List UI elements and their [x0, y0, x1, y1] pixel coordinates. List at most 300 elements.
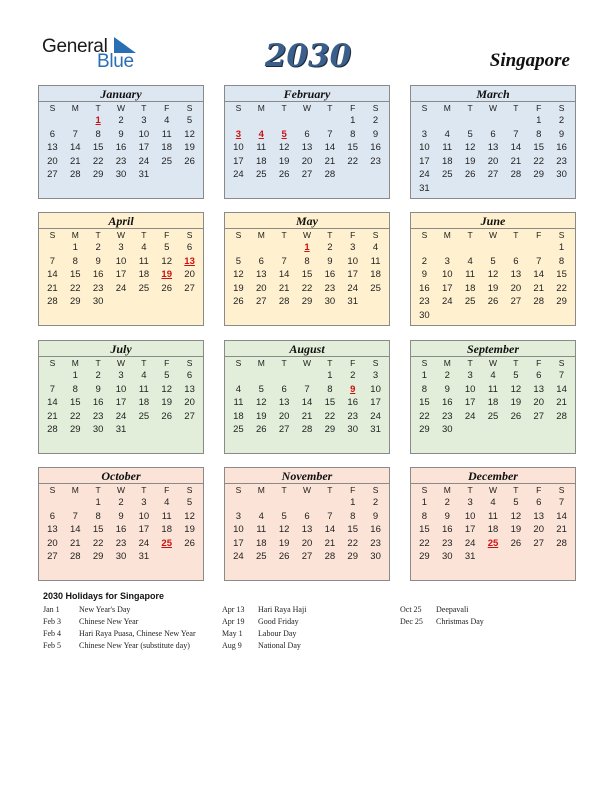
day-grid — [39, 484, 203, 564]
weekday-header: M — [257, 230, 265, 240]
day-cell: 2 — [372, 115, 379, 126]
day-cell: 15 — [556, 269, 567, 280]
day-cell: 18 — [487, 397, 499, 408]
day-cell: 12 — [278, 142, 290, 153]
day-cell: 18 — [161, 142, 172, 153]
day-cell: 24 — [138, 537, 150, 549]
day-cell: 28 — [556, 537, 567, 549]
day-cell: 7 — [513, 128, 519, 140]
weekday-header: S — [235, 485, 242, 495]
day-cell: 30 — [556, 169, 567, 180]
weekday-header: M — [443, 103, 451, 113]
day-cell: 16 — [324, 269, 336, 280]
day-cell: 19 — [184, 524, 195, 535]
day-cell: 19 — [255, 410, 267, 422]
day-cell: 13 — [533, 383, 544, 395]
weekday-header: M — [71, 230, 79, 240]
empty-cell — [41, 114, 64, 128]
day-cell: 19 — [278, 537, 290, 549]
day-cell: 23 — [324, 282, 336, 294]
day-cell: 31 — [115, 424, 127, 435]
day-cell: 8 — [72, 255, 78, 267]
day-cell: 4 — [235, 383, 242, 395]
day-cell: 8 — [350, 510, 356, 522]
weekday-header: F — [164, 230, 170, 240]
holiday-name: Hari Raya Haji — [258, 605, 307, 614]
day-cell: 20 — [47, 155, 58, 167]
empty-cell — [459, 114, 482, 128]
holiday-day-cell: 4 — [258, 128, 264, 140]
day-cell: 19 — [161, 397, 172, 408]
day-cell: 21 — [69, 155, 81, 167]
day-cell: 16 — [370, 524, 381, 535]
day-cell: 21 — [69, 537, 81, 549]
weekday-header: T — [327, 485, 333, 495]
weekday-header: S — [558, 230, 565, 240]
day-cell: 7 — [281, 255, 287, 267]
day-cell: 14 — [301, 397, 313, 408]
day-cell: 21 — [556, 397, 567, 408]
day-cell: 15 — [92, 142, 104, 153]
day-cell: 30 — [419, 309, 430, 321]
day-cell: 6 — [49, 128, 56, 140]
empty-cell — [296, 114, 319, 128]
weekday-header: T — [327, 230, 333, 240]
day-cell: 13 — [301, 524, 313, 535]
weekday-header: W — [488, 485, 497, 495]
empty-cell — [482, 114, 505, 128]
day-cell: 28 — [324, 551, 336, 562]
day-cell: 19 — [487, 282, 499, 294]
day-cell: 26 — [184, 155, 195, 167]
day-cell: 3 — [467, 497, 473, 508]
day-cell: 11 — [256, 142, 267, 153]
day-cell: 20 — [510, 282, 522, 294]
day-cell: 3 — [141, 497, 147, 508]
day-cell: 28 — [556, 410, 567, 422]
day-cell: 21 — [324, 155, 336, 167]
day-cell: 17 — [138, 524, 150, 535]
logo-blue-text: Blue — [97, 51, 134, 72]
day-cell: 23 — [370, 537, 381, 549]
day-cell: 19 — [184, 142, 195, 153]
day-cell: 29 — [347, 551, 358, 562]
holiday-item — [43, 629, 196, 641]
day-cell: 26 — [255, 424, 267, 435]
empty-cell — [273, 241, 296, 255]
day-cell: 25 — [441, 169, 453, 180]
day-cell: 18 — [138, 397, 150, 408]
day-cell: 23 — [441, 410, 453, 422]
day-cell: 6 — [49, 510, 56, 522]
day-cell: 30 — [370, 551, 381, 562]
day-cell: 22 — [92, 155, 104, 167]
day-cell: 16 — [347, 397, 358, 408]
day-cell: 6 — [536, 497, 542, 508]
day-cell: 11 — [138, 383, 149, 395]
day-cell: 10 — [115, 383, 127, 395]
weekday-header: T — [513, 103, 519, 113]
day-cell: 6 — [186, 242, 193, 253]
day-cell: 10 — [115, 255, 127, 267]
holiday-date: Feb 4 — [43, 629, 61, 638]
day-cell: 8 — [350, 128, 356, 140]
day-cell: 13 — [533, 510, 544, 522]
holiday-name: Chinese New Year (substitute day) — [79, 641, 190, 650]
day-cell: 17 — [441, 282, 453, 294]
weekday-header: W — [488, 103, 497, 113]
month-title: November — [225, 468, 389, 484]
day-grid — [411, 102, 575, 195]
day-cell: 2 — [327, 242, 333, 253]
day-cell: 24 — [441, 296, 453, 307]
day-cell: 7 — [327, 510, 333, 522]
weekday-header: T — [513, 358, 519, 368]
empty-cell — [504, 241, 527, 255]
weekday-header: S — [558, 485, 565, 495]
holiday-date: Feb 5 — [43, 641, 61, 650]
day-cell: 21 — [47, 410, 58, 422]
weekday-header: S — [421, 230, 428, 240]
day-cell: 29 — [324, 424, 336, 435]
empty-cell — [227, 369, 250, 383]
day-cell: 1 — [558, 242, 565, 253]
day-cell: 30 — [441, 551, 453, 562]
day-cell: 23 — [419, 296, 430, 307]
day-cell: 11 — [488, 383, 498, 395]
weekday-header: S — [235, 358, 242, 368]
day-cell: 25 — [370, 282, 381, 294]
day-cell: 24 — [233, 169, 244, 180]
day-cell: 15 — [347, 142, 358, 153]
empty-cell — [459, 241, 482, 255]
weekday-header: S — [235, 230, 242, 240]
day-cell: 5 — [186, 497, 193, 508]
day-cell: 18 — [255, 537, 267, 549]
day-cell: 31 — [138, 169, 150, 180]
day-cell: 14 — [278, 269, 290, 280]
day-cell: 3 — [235, 510, 242, 522]
holiday-item — [222, 629, 306, 641]
day-cell: 22 — [301, 282, 313, 294]
day-cell: 12 — [161, 255, 172, 267]
weekday-header: T — [141, 485, 147, 495]
weekday-header: W — [488, 230, 497, 240]
day-cell: 30 — [92, 296, 104, 307]
day-cell: 11 — [161, 128, 172, 140]
day-cell: 3 — [350, 242, 356, 253]
weekday-header: S — [235, 103, 242, 113]
day-cell: 15 — [419, 397, 430, 408]
day-cell: 22 — [419, 410, 430, 422]
day-cell: 27 — [255, 296, 267, 307]
day-cell: 29 — [92, 169, 104, 180]
day-cell: 16 — [115, 142, 127, 153]
holiday-name: Deepavali — [436, 605, 469, 614]
day-cell: 9 — [95, 255, 101, 267]
day-cell: 22 — [92, 537, 104, 549]
month-title: January — [39, 86, 203, 102]
empty-cell — [273, 369, 296, 383]
weekday-header: W — [116, 230, 125, 240]
day-cell: 11 — [370, 255, 381, 267]
day-cell: 10 — [347, 255, 358, 267]
day-cell: 12 — [278, 524, 290, 535]
day-cell: 28 — [69, 551, 81, 562]
holiday-date: Apr 13 — [222, 605, 245, 614]
day-cell: 31 — [370, 424, 381, 435]
day-cell: 29 — [69, 424, 81, 435]
day-cell: 26 — [161, 410, 172, 422]
day-cell: 20 — [184, 397, 195, 408]
day-cell: 24 — [115, 410, 127, 422]
day-cell: 14 — [69, 142, 81, 153]
day-cell: 12 — [161, 383, 172, 395]
day-cell: 16 — [556, 142, 567, 153]
weekday-header: T — [327, 358, 333, 368]
day-cell: 15 — [533, 142, 544, 153]
day-cell: 9 — [372, 510, 379, 522]
holiday-name: Labour Day — [258, 629, 297, 638]
day-cell: 14 — [533, 269, 544, 280]
day-cell: 19 — [278, 155, 290, 167]
day-cell: 10 — [441, 269, 453, 280]
empty-cell — [41, 241, 64, 255]
day-cell: 3 — [118, 370, 124, 381]
month-october — [38, 467, 204, 581]
month-title: August — [225, 341, 389, 357]
day-cell: 17 — [233, 537, 244, 549]
weekday-header: M — [257, 485, 265, 495]
empty-cell — [227, 114, 250, 128]
day-cell: 10 — [138, 128, 150, 140]
weekday-header: W — [302, 103, 311, 113]
day-cell: 30 — [324, 296, 336, 307]
month-title: May — [225, 213, 389, 229]
weekday-header: W — [116, 358, 125, 368]
day-cell: 26 — [487, 296, 499, 307]
day-cell: 21 — [301, 410, 313, 422]
day-cell: 1 — [421, 497, 428, 508]
day-cell: 6 — [513, 255, 519, 267]
day-cell: 24 — [464, 537, 476, 549]
weekday-header: F — [350, 485, 356, 495]
day-grid — [39, 229, 203, 309]
day-cell: 30 — [92, 424, 104, 435]
day-cell: 23 — [347, 410, 358, 422]
empty-cell — [250, 369, 273, 383]
weekday-header: T — [513, 230, 519, 240]
day-cell: 5 — [281, 510, 287, 522]
day-cell: 12 — [184, 510, 195, 522]
day-cell: 26 — [278, 551, 290, 562]
day-cell: 3 — [444, 255, 450, 267]
day-cell: 14 — [510, 142, 522, 153]
holiday-column — [43, 605, 196, 653]
weekday-header: T — [467, 230, 473, 240]
day-cell: 24 — [138, 155, 150, 167]
day-cell: 16 — [92, 397, 104, 408]
day-cell: 6 — [258, 255, 264, 267]
day-cell: 12 — [233, 269, 244, 280]
day-cell: 31 — [347, 296, 358, 307]
day-cell: 25 — [138, 282, 150, 294]
day-cell: 5 — [164, 242, 170, 253]
day-cell: 2 — [558, 115, 565, 126]
day-cell: 20 — [533, 524, 544, 535]
holiday-name: Hari Raya Puasa, Chinese New Year — [79, 629, 196, 638]
weekday-header: F — [350, 230, 356, 240]
day-cell: 9 — [558, 128, 565, 140]
day-cell: 15 — [324, 397, 336, 408]
day-grid — [411, 229, 575, 322]
day-cell: 14 — [69, 524, 81, 535]
holiday-item — [222, 641, 306, 653]
day-cell: 29 — [69, 296, 81, 307]
holidays-title: 2030 Holidays for Singapore — [43, 591, 165, 601]
day-cell: 27 — [184, 410, 195, 422]
holiday-name: New Year's Day — [79, 605, 131, 614]
day-cell: 16 — [370, 142, 381, 153]
day-cell: 2 — [118, 115, 124, 126]
weekday-header: S — [372, 358, 379, 368]
day-cell: 9 — [95, 383, 101, 395]
day-cell: 6 — [304, 128, 310, 140]
day-cell: 1 — [72, 242, 78, 253]
day-cell: 21 — [324, 537, 336, 549]
day-cell: 2 — [95, 370, 101, 381]
empty-cell — [227, 496, 250, 510]
holiday-day-cell: 5 — [281, 128, 287, 140]
day-cell: 4 — [258, 510, 264, 522]
day-cell: 4 — [490, 370, 496, 381]
day-cell: 22 — [347, 537, 358, 549]
day-cell: 27 — [278, 424, 290, 435]
empty-cell — [227, 241, 250, 255]
holiday-day-cell: 1 — [95, 115, 101, 126]
weekday-header: S — [186, 485, 193, 495]
day-cell: 11 — [442, 142, 453, 153]
month-title: July — [39, 341, 203, 357]
day-cell: 2 — [444, 370, 450, 381]
day-cell: 2 — [95, 242, 101, 253]
day-cell: 4 — [141, 370, 147, 381]
day-cell: 2 — [421, 255, 428, 267]
day-cell: 20 — [184, 269, 195, 280]
year-title: 2030 — [264, 38, 352, 74]
empty-cell — [318, 496, 341, 510]
weekday-header: T — [281, 485, 287, 495]
holiday-name: Chinese New Year — [79, 617, 139, 626]
empty-cell — [273, 114, 296, 128]
month-november — [224, 467, 390, 581]
day-cell: 22 — [347, 155, 358, 167]
holiday-item — [400, 617, 484, 629]
day-cell: 24 — [464, 410, 476, 422]
empty-cell — [504, 114, 527, 128]
day-cell: 15 — [419, 524, 430, 535]
weekday-header: F — [536, 230, 542, 240]
day-cell: 4 — [141, 242, 147, 253]
day-cell: 5 — [164, 370, 170, 381]
weekday-header: S — [372, 485, 379, 495]
holiday-date: Apr 19 — [222, 617, 245, 626]
holiday-date: Feb 3 — [43, 617, 61, 626]
weekday-header: S — [49, 103, 56, 113]
day-cell: 23 — [115, 537, 127, 549]
day-cell: 15 — [69, 269, 81, 280]
empty-cell — [413, 241, 436, 255]
day-cell: 27 — [47, 169, 58, 180]
day-cell: 13 — [255, 269, 267, 280]
day-cell: 4 — [444, 128, 450, 140]
day-cell: 16 — [115, 524, 127, 535]
day-cell: 23 — [92, 282, 104, 294]
day-cell: 16 — [441, 524, 453, 535]
day-cell: 30 — [115, 551, 127, 562]
weekday-header: W — [302, 485, 311, 495]
day-cell: 7 — [558, 370, 565, 381]
day-cell: 20 — [278, 410, 290, 422]
day-cell: 14 — [47, 397, 58, 408]
weekday-header: T — [467, 103, 473, 113]
weekday-header: M — [71, 358, 79, 368]
holiday-date: Aug 9 — [222, 641, 242, 650]
day-cell: 17 — [233, 155, 244, 167]
day-cell: 30 — [441, 424, 453, 435]
day-cell: 19 — [510, 397, 522, 408]
day-cell: 12 — [510, 510, 522, 522]
day-cell: 6 — [536, 370, 542, 381]
day-cell: 23 — [441, 537, 453, 549]
day-cell: 28 — [301, 424, 313, 435]
day-cell: 25 — [161, 155, 172, 167]
day-cell: 30 — [115, 169, 127, 180]
country-title: Singapore — [489, 50, 570, 71]
day-cell: 8 — [421, 383, 428, 395]
day-cell: 14 — [47, 269, 58, 280]
day-cell: 29 — [533, 169, 544, 180]
weekday-header: S — [421, 358, 428, 368]
empty-cell — [64, 496, 87, 510]
day-cell: 4 — [467, 255, 473, 267]
day-cell: 16 — [419, 282, 430, 294]
weekday-header: W — [302, 230, 311, 240]
day-cell: 7 — [327, 128, 333, 140]
weekday-header: F — [536, 485, 542, 495]
holiday-column — [400, 605, 484, 629]
day-grid — [39, 357, 203, 437]
day-cell: 26 — [510, 410, 522, 422]
weekday-header: M — [443, 485, 451, 495]
weekday-header: S — [421, 485, 428, 495]
day-cell: 15 — [92, 524, 104, 535]
day-cell: 13 — [510, 269, 522, 280]
day-cell: 15 — [301, 269, 313, 280]
month-title: April — [39, 213, 203, 229]
month-may — [224, 212, 390, 326]
day-cell: 10 — [233, 142, 244, 153]
day-cell: 29 — [92, 551, 104, 562]
weekday-header: T — [141, 358, 147, 368]
day-cell: 20 — [301, 537, 313, 549]
day-cell: 14 — [324, 142, 336, 153]
day-cell: 20 — [487, 155, 499, 167]
month-september — [410, 340, 576, 454]
day-cell: 11 — [233, 397, 244, 408]
month-april — [38, 212, 204, 326]
weekday-header: T — [281, 358, 287, 368]
